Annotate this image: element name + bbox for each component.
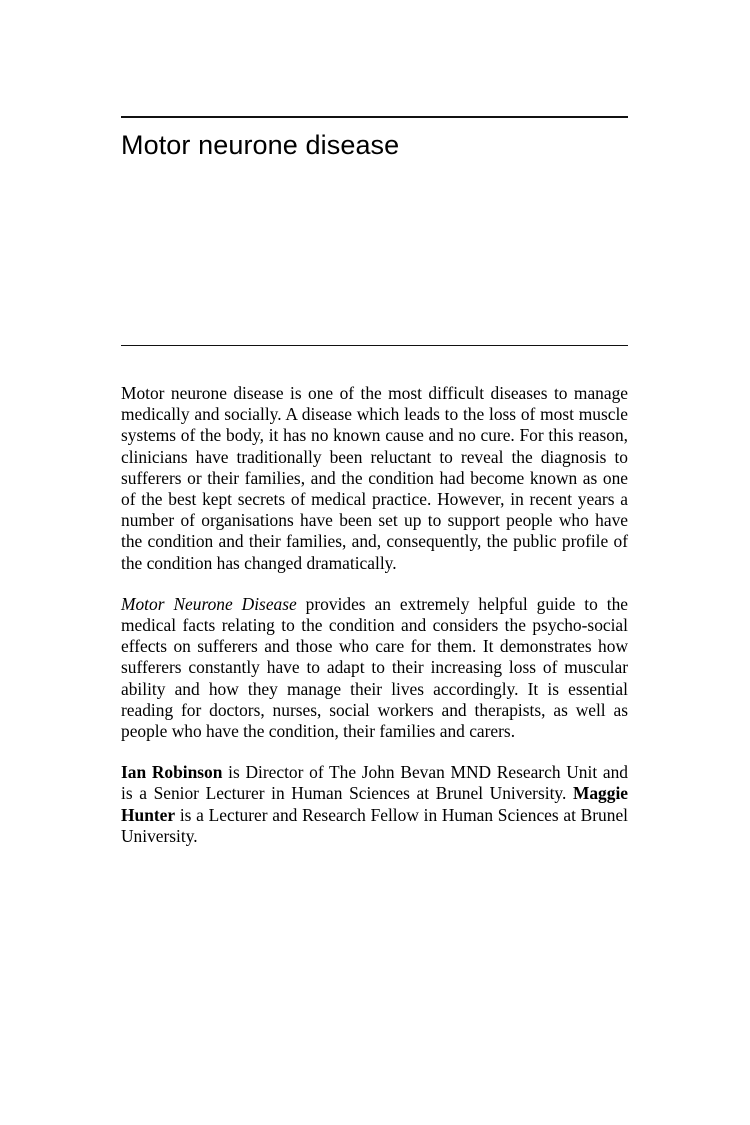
blurb-paragraph-2-body: provides an extremely helpful guide to the medical facts relating to the condition and considers the psycho-social effects on sufferers and those who care for them. It demonstrates how sufferers constantly have to adapt to their increasing loss of muscular ability and how they manage their lives accordingly. It is essential reading for doctors, nurses, social workers and therapists, as well as people who have the condition, their families and carers. [121,593,628,742]
author-name-ian-robinson: Ian Robinson [121,762,223,783]
blurb-paragraph-1: Motor neurone disease is one of the most difficult diseases to manage medically and socially. A disease which leads to the loss of most muscle systems of the body, it has no known cause and no cure. For this reason, clinicians have traditionally been reluctant to reveal the diagnosis to sufferers or their families, and the condition had become known as one of the best kept secrets of medical practice. However, in recent years a number of organisations have been set up to support people who have the condition and their families, and, consequently, the public profile of the condition has changed dramatically. [121,383,628,573]
top-horizontal-rule [121,116,628,118]
author-bio-maggie-hunter: is a Lecturer and Research Fellow in Human Sciences at Brunel University. [121,804,628,846]
author-name-maggie-hunter: Maggie Hunter [121,783,628,825]
blurb-paragraph-2 [121,594,628,742]
blurb-text-block [121,383,628,847]
mid-horizontal-rule [121,345,628,346]
page-title: Motor neurone disease [121,130,400,160]
author-bios-paragraph [121,762,628,847]
author-bio-ian-robinson: is Director of The John Bevan MND Research Unit and is a Senior Lecturer in Human Sciences at Brunel University. [121,762,628,804]
book-title-italic: Motor Neurone Disease [121,593,297,614]
